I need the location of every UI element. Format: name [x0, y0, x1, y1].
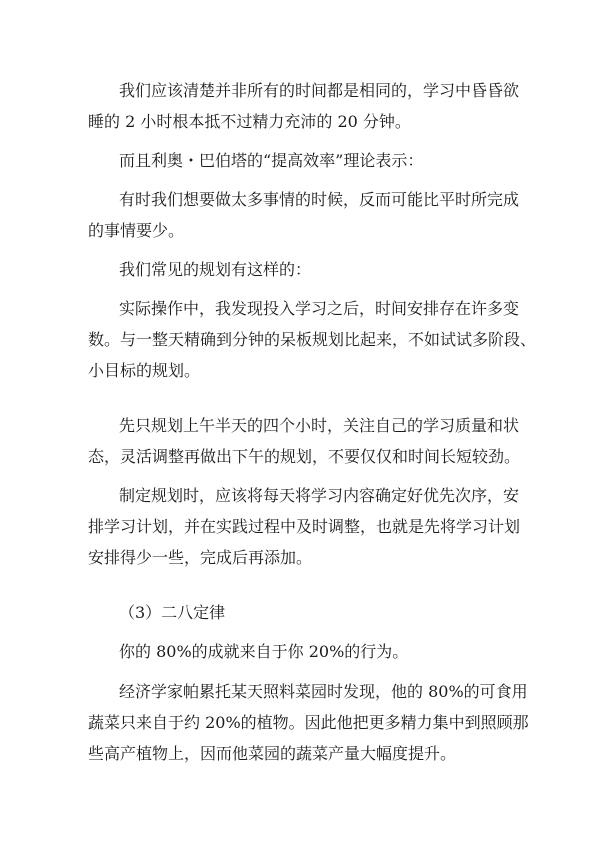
text-line: 排学习计划，并在实践过程中及时调整，也就是先将学习计划 [88, 517, 521, 536]
text-line: 有时我们想要做太多事情的时候，反而可能比平时所完成 [119, 190, 520, 209]
text-line: 我们常见的规划有这样的： [119, 260, 312, 279]
section-heading-pareto [88, 597, 518, 628]
text-line: 数。与一整天精确到分钟的呆板规划比起来，不如试试多阶段、 [88, 330, 537, 349]
text-line: 些高产植物上，因而他菜园的蔬菜产量大幅度提升。 [88, 744, 457, 763]
text-line: 态，灵活调整再做出下午的规划，不要仅仅和时间长短较劲。 [88, 447, 521, 466]
text-line: 小目标的规划。 [88, 361, 201, 380]
paragraph-multi-stage-planning [88, 293, 537, 386]
text-line: 先只规划上午半天的四个小时，关注自己的学习质量和状 [119, 416, 520, 435]
paragraph-half-day-plan [88, 410, 521, 472]
text-line: 蔬菜只来自于约 20%的植物。因此他把更多精力集中到照顾那 [88, 713, 529, 732]
paragraph-doing-too-much [88, 184, 518, 246]
text-line: 安排得少一些，完成后再添加。 [88, 548, 313, 567]
paragraph-time-not-equal [88, 75, 518, 137]
paragraph-common-plans [88, 254, 518, 285]
text-line: 而且利奥・巴伯塔的“提高效率”理论表示： [119, 151, 424, 170]
text-line: 睡的 2 小时根本抵不过精力充沛的 20 分钟。 [88, 112, 411, 131]
text-line: 的事情要少。 [88, 221, 185, 240]
text-line: 你的 80%的成就来自于你 20%的行为。 [119, 642, 409, 661]
text-line: 实际操作中，我发现投入学习之后，时间安排存在许多变 [119, 299, 520, 318]
text-line: 我们应该清楚并非所有的时间都是相同的，学习中昏昏欲 [119, 81, 520, 100]
text-line: 制定规划时，应该将每天将学习内容确定好优先次序，安 [119, 486, 520, 505]
paragraph-pareto-garden [88, 676, 529, 769]
text-line: 经济学家帕累托某天照料菜园时发现，他的 80%的可食用 [119, 682, 528, 701]
paragraph-priority-plan [88, 480, 521, 573]
section-heading: （3）二八定律 [119, 603, 226, 622]
paragraph-babauta-intro [88, 145, 518, 176]
paragraph-80-20-behavior [88, 636, 518, 667]
